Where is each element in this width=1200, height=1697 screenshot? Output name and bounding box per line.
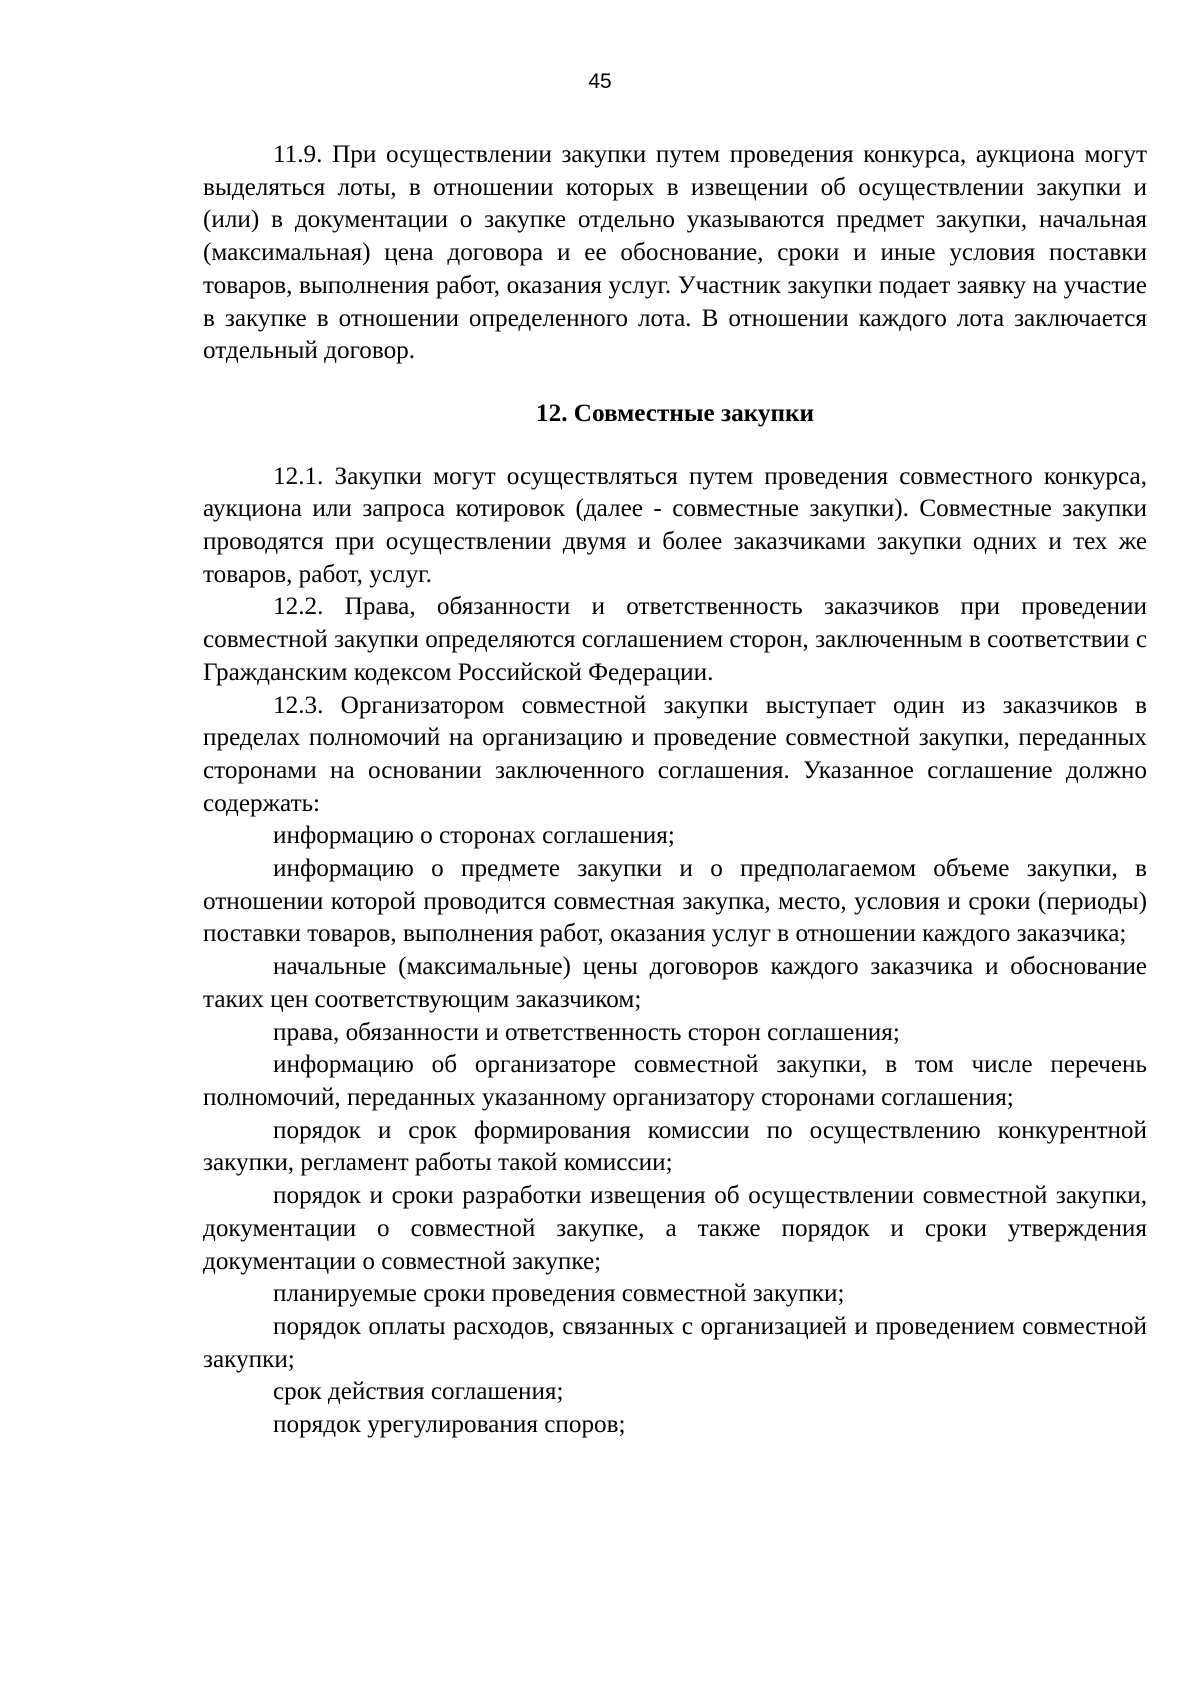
agreement-item-organizer: информацию об организаторе совместной закупки, в том числе перечень полномочий, переданных указанному организатору сторонами соглашения; — [203, 1051, 1147, 1111]
agreement-item-expenses: порядок оплаты расходов, связанных с организацией и проведением совместной закупки; — [203, 1312, 1147, 1373]
agreement-item-commission: порядок и срок формирования комиссии по осуществлению конкурентной закупки, регламент работы такой комиссии; — [203, 1116, 1147, 1177]
agreement-item-documentation: порядок и сроки разработки извещения об осуществлении совместной закупки, документации о совместной закупке, а также порядок и сроки утверждения документации о совместной закупке; — [203, 1182, 1147, 1275]
agreement-item-prices: начальные (максимальные) цены договоров каждого заказчика и обоснование таких цен соответствующим заказчиком; — [203, 953, 1147, 1013]
paragraph-12-3: 12.3. Организатором совместной закупки выступает один из заказчиков в пределах полномочий на организацию и проведение совместной закупки, переданных сторонами на основании заключенного соглашения. Указанное соглашение должно содержать: — [203, 691, 1147, 817]
paragraph-12-2: 12.2. Права, обязанности и ответственность заказчиков при проведении совместной закупки определяются соглашением сторон, заключенным в соответствии с Гражданским кодексом Российской Федерации. — [203, 593, 1147, 686]
section-heading-12: 12. Совместные закупки — [536, 399, 814, 427]
agreement-item-rights: права, обязанности и ответственность сторон соглашения; — [273, 1018, 900, 1046]
agreement-item-parties: информацию о сторонах соглашения; — [273, 822, 675, 850]
page-number: 45 — [588, 70, 612, 93]
document-body — [203, 139, 1147, 1442]
paragraph-11-9: 11.9. При осуществлении закупки путем проведения конкурса, аукциона могут выделяться лоты, в отношении которых в извещении об осуществлении закупки и (или) в документации о закупке отдельно указываются предмет закупки, начальная (максимальная) цена договора и ее обоснование, сроки и иные условия поставки товаров, выполнения работ, оказания услуг. Участник закупки подает заявку на участие в закупке в отношении определенного лота. В отношении каждого лота заключается отдельный договор. — [203, 141, 1147, 365]
agreement-item-subject: информацию о предмете закупки и о предполагаемом объеме закупки, в отношении которой проводится совместная закупка, место, условия и сроки (периоды) поставки товаров, выполнения работ, оказания услуг в отношении каждого заказчика; — [203, 855, 1147, 948]
agreement-item-schedule: планируемые сроки проведения совместной закупки; — [273, 1280, 845, 1308]
paragraph-12-1: 12.1. Закупки могут осуществляться путем проведения совместного конкурса, аукциона или запроса котировок (далее - совместные закупки). Совместные закупки проводятся при осуществлении двумя и более заказчиками закупки одних и тех же товаров, работ, услуг. — [203, 462, 1147, 588]
agreement-item-disputes: порядок урегулирования споров; — [273, 1411, 626, 1439]
agreement-item-term: срок действия соглашения; — [273, 1378, 564, 1406]
